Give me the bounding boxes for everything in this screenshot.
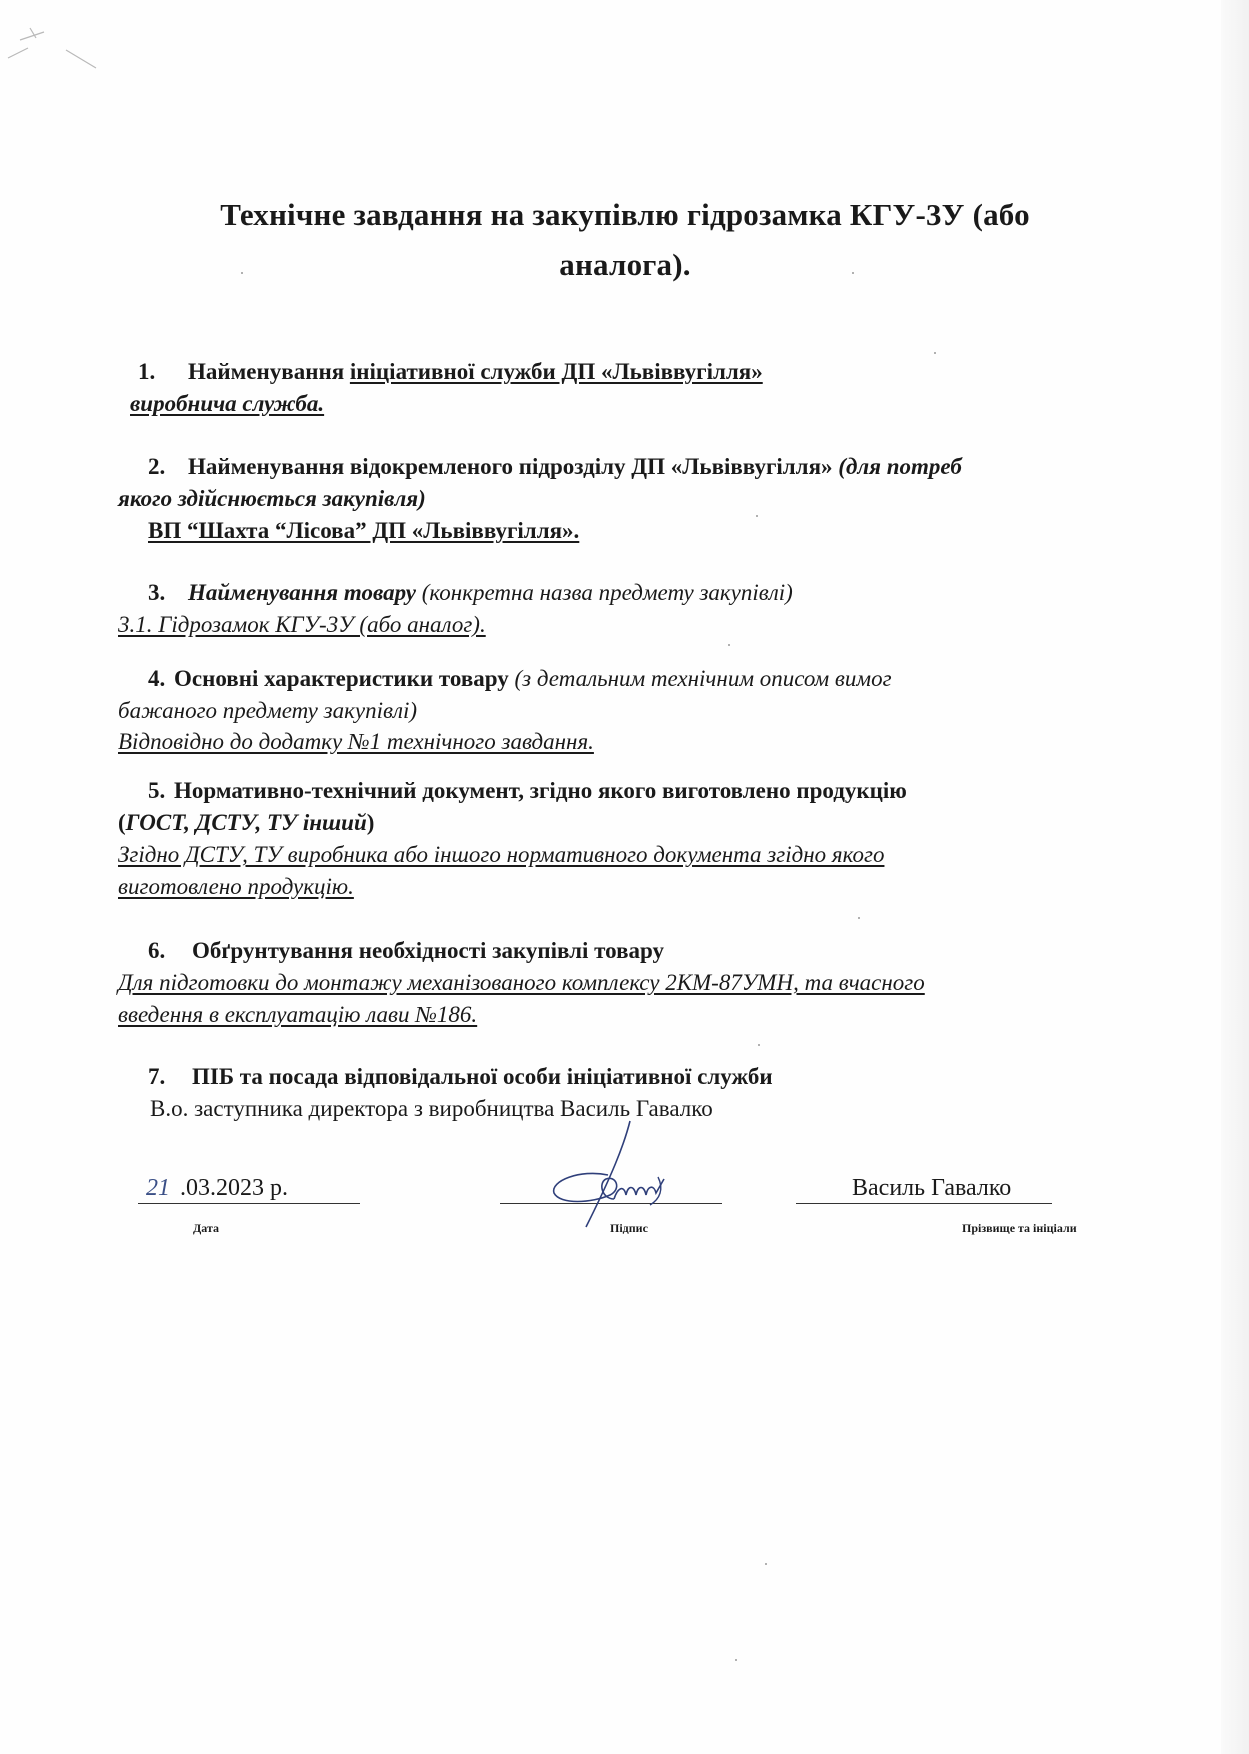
title-line-2: аналога). [559, 247, 691, 282]
section-2-hint-line1: (для потреб [838, 454, 962, 479]
section-5-number: 5. [148, 778, 166, 803]
section-5-heading-line2 [118, 807, 374, 839]
section-5-standards: ГОСТ, ДСТУ, ТУ інший [125, 810, 367, 835]
section-2-number: 2. [148, 454, 166, 479]
section-7-value: В.о. заступника директора з виробництва Василь Гавалко [150, 1096, 713, 1121]
section-3-value: 3.1. Гідрозамок КГУ-3У (або аналог). [118, 612, 486, 637]
section-4-heading [148, 663, 892, 695]
section-5-label: Нормативно-технічний документ, згідно якого виготовлено продукцію [174, 778, 907, 803]
scan-edge-shadow [1221, 0, 1249, 1754]
document-title [120, 190, 1130, 290]
section-1-label: Найменування [188, 359, 350, 384]
section-1-value: виробнича служба. [130, 391, 325, 416]
scan-speck [858, 917, 860, 919]
scan-speck [852, 272, 854, 274]
name-caption: Прізвище та ініціали [962, 1221, 1077, 1235]
scan-speck [758, 1044, 760, 1046]
section-4-hint-line2: бажаного предмету закупівлі) [118, 698, 418, 723]
section-5-heading [148, 775, 907, 807]
section-2-hint-line2: якого здійснюється закупівля) [118, 486, 426, 511]
section-6-value-line2: введення в експлуатацію лави №186. [118, 1002, 478, 1027]
signature-caption: Підпис [610, 1221, 648, 1235]
section-6-value-line1: Для підготовки до монтажу механізованого комплексу 2КМ-87УМН, та вчасного [118, 970, 925, 995]
section-4-value: Відповідно до додатку №1 технічного завдання. [118, 729, 594, 754]
section-5-value-line1: Згідно ДСТУ, ТУ виробника або іншого нормативного документа згідно якого [118, 842, 885, 867]
section-3-hint: (конкретна назва предмету закупівлі) [416, 580, 793, 605]
date-value: .03.2023 р. [180, 1175, 288, 1201]
name-underline [796, 1203, 1052, 1204]
section-3-heading [148, 577, 793, 609]
section-2-label: Найменування відокремленого підрозділу ДП «Львіввугілля» [188, 454, 839, 479]
scan-speck [735, 1659, 737, 1661]
section-1-heading [138, 356, 763, 388]
section-2-heading [148, 451, 962, 483]
section-7-number: 7. [148, 1064, 166, 1089]
section-7-heading [148, 1061, 773, 1093]
section-6-number: 6. [148, 938, 166, 963]
date-day-handwritten: 21 [146, 1175, 170, 1201]
section-1-label-underlined: ініціативної служби ДП «Львіввугілля» [349, 359, 763, 384]
title-line-1: Технічне завдання на закупівлю гідрозамка КГУ-3У (або [220, 197, 1030, 232]
date-underline [138, 1203, 360, 1204]
date-caption: Дата [193, 1221, 219, 1235]
scan-speck [765, 1563, 767, 1565]
section-4-label: Основні характеристики товару [174, 666, 509, 691]
section-2-value: ВП “Шахта “Лісова” ДП «Львіввугілля». [148, 518, 580, 543]
section-5-paren-close: ) [366, 810, 375, 835]
scan-artifact-marks [6, 10, 116, 70]
section-4-hint-line1: (з детальним технічним описом вимог [508, 666, 892, 691]
section-5-value-line2: виготовлено продукцію. [118, 874, 354, 899]
section-7-label: ПІБ та посада відповідальної особи ініціативної служби [192, 1064, 773, 1089]
handwritten-signature-icon [540, 1115, 690, 1235]
signer-name: Василь Гавалко [852, 1175, 1012, 1201]
section-6-label: Обґрунтування необхідності закупівлі товару [192, 938, 665, 963]
scan-speck [728, 644, 730, 646]
section-3-number: 3. [148, 580, 166, 605]
section-3-label: Найменування товару [188, 580, 416, 605]
scan-speck [934, 352, 936, 354]
section-1-number: 1. [138, 359, 156, 384]
section-6-heading [148, 935, 664, 967]
section-5-paren-open: ( [118, 810, 126, 835]
scan-speck [241, 272, 243, 274]
section-4-number: 4. [148, 666, 166, 691]
scan-speck [756, 515, 758, 517]
